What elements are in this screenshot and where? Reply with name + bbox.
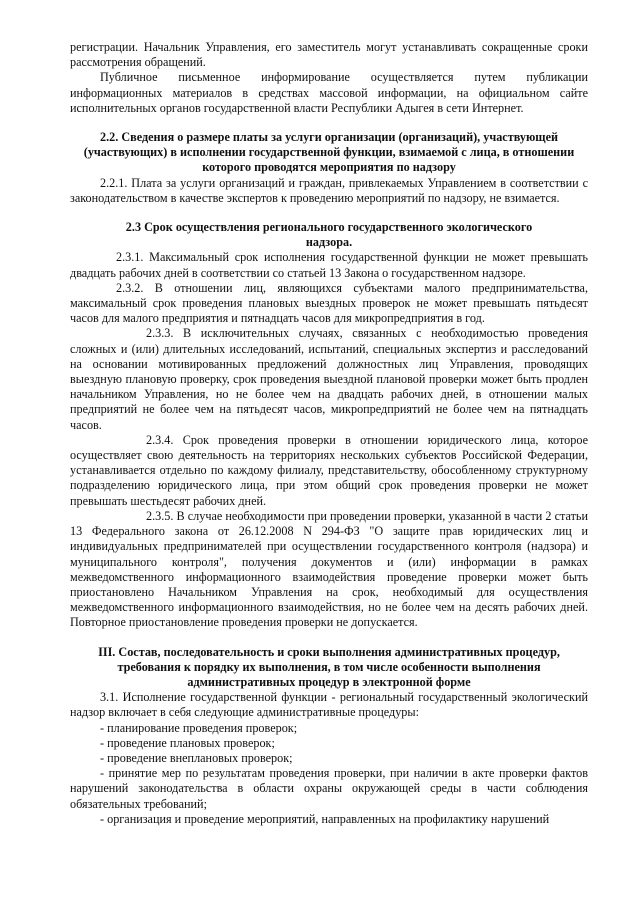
- paragraph-2-3-5: 2.3.5. В случае необходимости при проведении проверки, указанной в части 2 статьи 13 Федерального закона от 26.12.2008 N 294-ФЗ "О защите прав юридических лиц и индивидуальных предпринимателей при осуществлении государственного контроля (надзора) и муниципального контроля", получения документов и (или) информации в рамках межведомственного информационного взаимодействия проведение проверки может быть приостановлено Начальником Управления на срок, необходимый для осуществления межведомственного информационного взаимодействия, но не более чем на десять рабочих дней. Повторное приостановление проведения проверки не допускается.: [70, 508, 588, 630]
- paragraph-2-2-1: 2.2.1. Плата за услуги организаций и граждан, привлекаемых Управлением в соответствии с законодательством в качестве экспертов к проведению мероприятий по надзору, не взимается.: [70, 175, 588, 205]
- list-item: - организация и проведение мероприятий, направленных на профилактику нарушений: [100, 811, 550, 826]
- heading-2-2: 2.2. Сведения о размере платы за услуги организации (организаций), участвующей (участвующих) в исполнении государственной функции, взимаемой с лица, в отношении которого проводятся мероприятия по надзору: [83, 130, 575, 175]
- paragraph-3-1: 3.1. Исполнение государственной функции - региональный государственный экологический надзор включает в себя следующие административные процедуры:: [70, 690, 588, 720]
- list-item: - проведение внеплановых проверок;: [100, 750, 293, 765]
- paragraph-intro-tail: регистрации. Начальник Управления, его заместитель могут устанавливать сокращенные сроки рассмотрения обращений.: [70, 40, 588, 70]
- list-item: - принятие мер по результатам проведения проверки, при наличии в акте проверки фактов нарушений законодательства в области охраны окружающей среды в части соблюдения обязательных требований;: [70, 766, 588, 811]
- paragraph-2-3-2: 2.3.2. В отношении лиц, являющихся субъектами малого предпринимательства, максимальный срок проведения плановых выездных проверок не может превышать пятьдесят часов для малого предприятия и пятнадцать часов для микропредприятия в год.: [70, 280, 588, 326]
- paragraph-2-3-3: 2.3.3. В исключительных случаях, связанных с необходимостью проведения сложных и (или) длительных исследований, испытаний, специальных экспертиз и расследований на основании мотивированных предложений должностных лиц Управления, проводящих выездную плановую проверку, срок проведения выездной плановой проверки может быть продлен начальником Управления, но не более чем на двадцать рабочих дней, в отношении малых предприятий не более чем на пятьдесят часов, микропредприятий не более чем на пятнадцать часов.: [70, 326, 588, 432]
- heading-2-3: 2.3 Срок осуществления регионального государственного экологического надзора.: [125, 220, 533, 250]
- list-item: - планирование проведения проверок;: [100, 720, 298, 735]
- paragraph-2-3-1: 2.3.1. Максимальный срок исполнения государственной функции не может превышать двадцать рабочих дней в соответствии со статьей 13 Закона о государственном надзоре.: [70, 250, 588, 280]
- paragraph-2-3-4: 2.3.4. Срок проведения проверки в отношении юридического лица, которое осуществляет свою деятельность на территориях нескольких субъектов Российской Федерации, устанавливается отдельно по каждому филиалу, представительству, обособленному структурному подразделению юридического лица, при этом общий срок проведения проверки не может превышать шестьдесят рабочих дней.: [70, 432, 588, 508]
- list-item: - проведение плановых проверок;: [100, 735, 275, 750]
- document-page: [70, 40, 588, 827]
- heading-section-III: III. Состав, последовательность и сроки выполнения административных процедур, требования к порядку их выполнения, в том числе особенности выполнения административных процедур в электронной форме: [98, 644, 560, 689]
- paragraph-public-info: Публичное письменное информирование осуществляется путем публикации информационных материалов в средствах массовой информации, на официальном сайте исполнительных органов государственной власти Республики Адыгея в сети Интернет.: [70, 70, 588, 115]
